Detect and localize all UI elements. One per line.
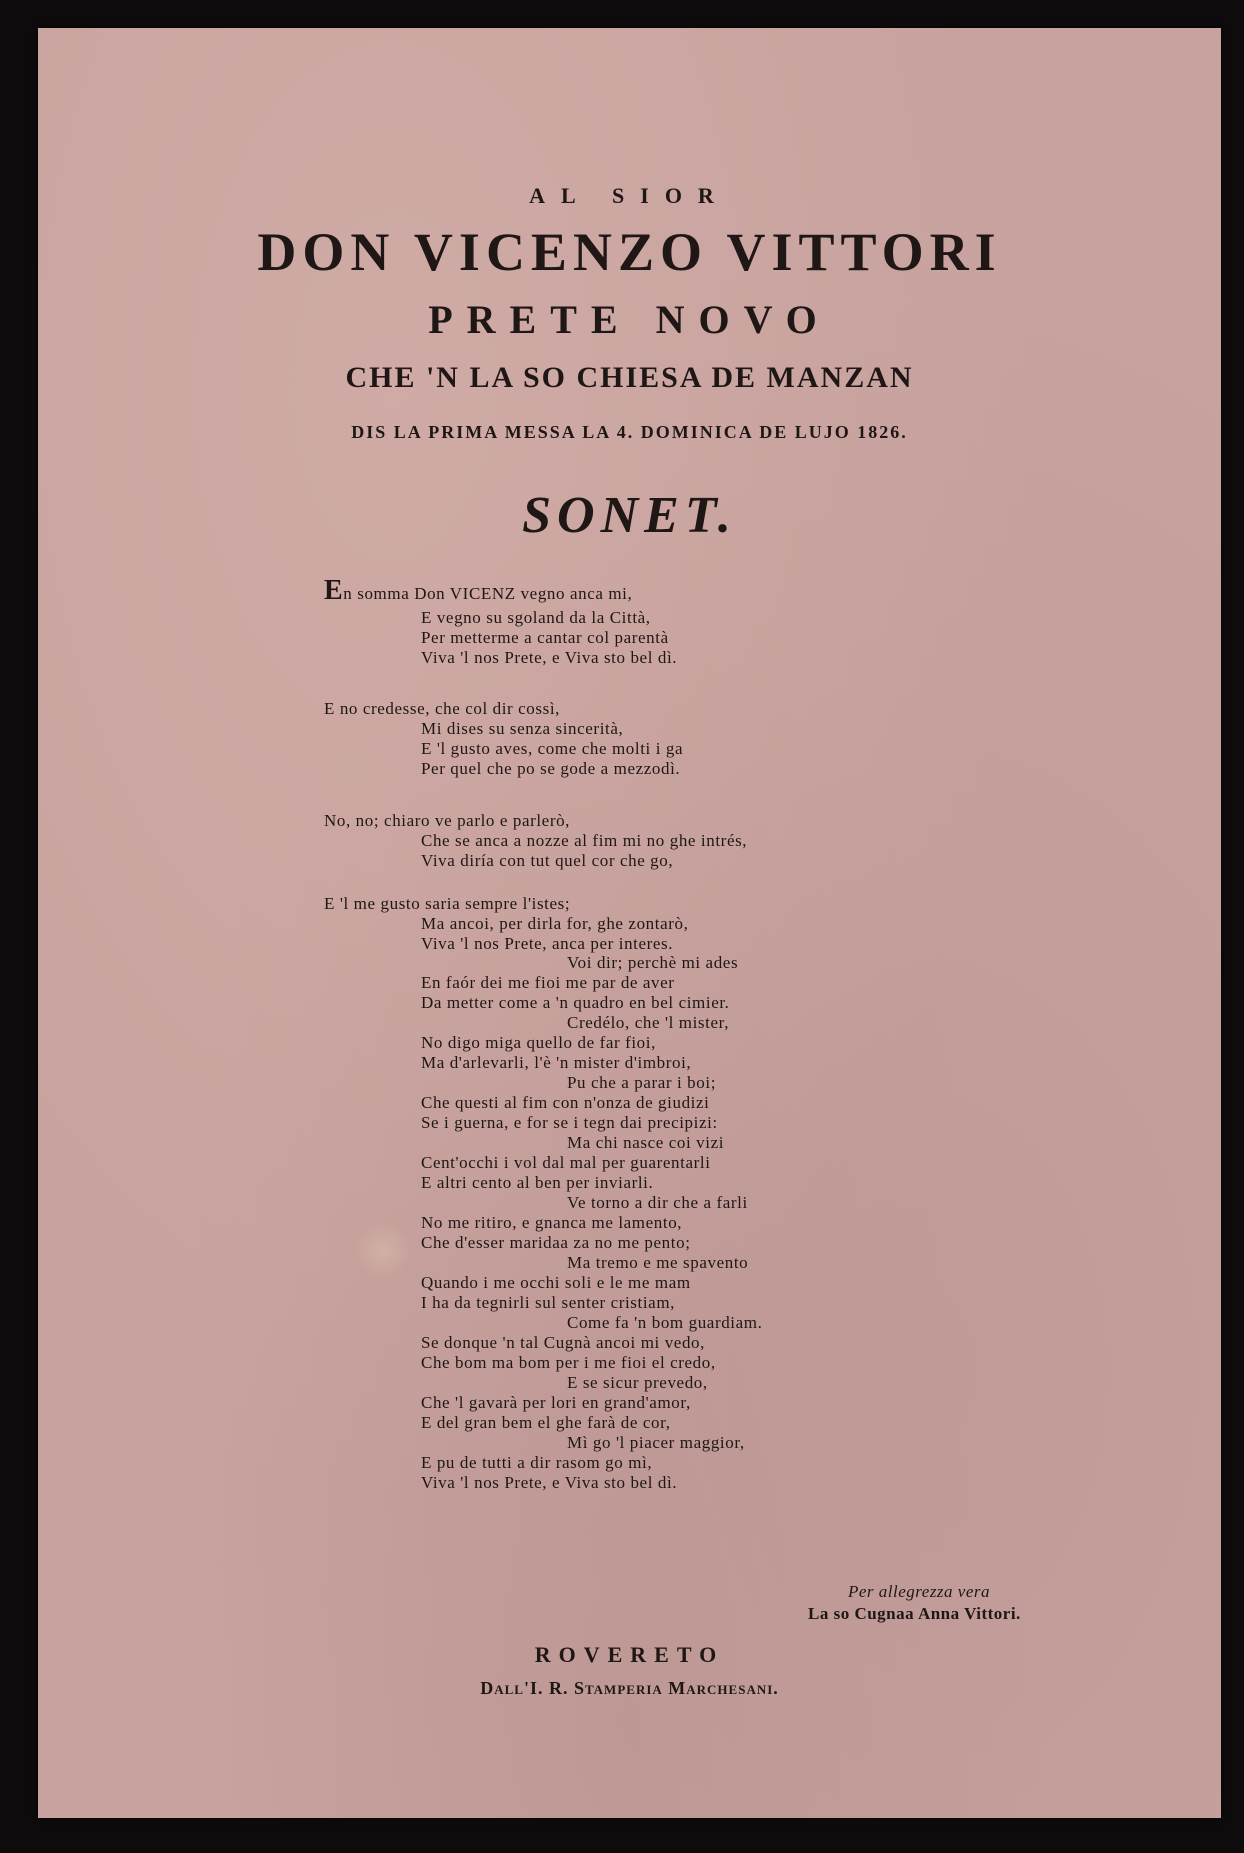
imprint-city: ROVERETO bbox=[534, 1642, 725, 1667]
poem-line: Per metterme a cantar col parentà bbox=[421, 628, 669, 647]
poem-line: Credélo, che 'l mister, bbox=[567, 1013, 730, 1032]
poem-line: E 'l gusto aves, come che molti i ga bbox=[421, 739, 684, 758]
dedicatee-name: DON VICENZO VITTORI bbox=[257, 222, 1002, 282]
poem-line: Che se anca a nozze al fim mi no ghe intrés, bbox=[421, 831, 748, 850]
poem-line: Che bom ma bom per i me fioi el credo, bbox=[421, 1353, 716, 1372]
occasion-line: DIS LA PRIMA MESSA LA 4. DOMINICA DE LUJO 1826. bbox=[351, 422, 908, 442]
poem-line: E no credesse, che col dir cossì, bbox=[324, 699, 561, 718]
poem-line: Pu che a parar i boi; bbox=[567, 1073, 717, 1092]
poem-line: Quando i me occhi soli e le me mam bbox=[421, 1273, 691, 1292]
poem-line: Se donque 'n tal Cugnà ancoi mi vedo, bbox=[421, 1333, 705, 1352]
poem-line: Viva 'l nos Prete, e Viva sto bel dì. bbox=[421, 1473, 678, 1492]
poem-line: En faór dei me fioi me par de aver bbox=[421, 973, 675, 992]
poem-line: Viva 'l nos Prete, anca per interes. bbox=[421, 934, 674, 953]
poem-line: Per quel che po se gode a mezzodì. bbox=[421, 759, 681, 778]
poem-line: E pu de tutti a dir rasom go mì, bbox=[421, 1453, 653, 1472]
poem-line: Ma d'arlevarli, l'è 'n mister d'imbroi, bbox=[421, 1053, 692, 1072]
imprint-printer: Dall'I. R. Stamperia Marchesani. bbox=[480, 1678, 779, 1698]
poem-line: Ma ancoi, per dirla for, ghe zontarò, bbox=[421, 914, 689, 933]
poem-line: Come fa 'n bom guardiam. bbox=[567, 1313, 763, 1332]
poem-line: E vegno su sgoland da la Città, bbox=[421, 608, 651, 627]
signature-name: La so Cugnaa Anna Vittori. bbox=[808, 1604, 1021, 1623]
poem-line: Cent'occhi i vol dal mal per guarentarli bbox=[421, 1153, 711, 1172]
dedication-line: AL SIOR bbox=[529, 183, 730, 208]
poem-line: Ve torno a dir che a farli bbox=[567, 1193, 748, 1212]
poem-line: Ma chi nasce coi vizi bbox=[567, 1133, 725, 1152]
poem-line: Che d'esser maridaa za no me pento; bbox=[421, 1233, 691, 1252]
poem-line: E 'l me gusto saria sempre l'istes; bbox=[324, 894, 571, 913]
poem-line: Ma tremo e me spavento bbox=[567, 1253, 749, 1272]
poem-line: Che 'l gavarà per lori en grand'amor, bbox=[421, 1393, 691, 1412]
poem-line: E se sicur prevedo, bbox=[567, 1373, 708, 1392]
poem-line: Mi dises su senza sincerità, bbox=[421, 719, 624, 738]
poem-line: No, no; chiaro ve parlo e parlerò, bbox=[324, 811, 571, 830]
church-line: CHE 'N LA SO CHIESA DE MANZAN bbox=[345, 361, 914, 394]
poem-line: Viva diría con tut quel cor che go, bbox=[421, 851, 674, 870]
dedicatee-role: PRETE NOVO bbox=[428, 297, 831, 342]
poem-line: No me ritiro, e gnanca me lamento, bbox=[421, 1213, 683, 1232]
poem-line: Se i guerna, e for se i tegn dai precipizi: bbox=[421, 1113, 718, 1132]
poem-line: E altri cento al ben per inviarli. bbox=[421, 1173, 654, 1192]
signature-motto: Per allegrezza vera bbox=[848, 1582, 991, 1601]
poem-line: Mì go 'l piacer maggior, bbox=[567, 1433, 745, 1452]
poem-line: I ha da tegnirli sul senter cristiam, bbox=[421, 1293, 675, 1312]
poem-body bbox=[38, 28, 1221, 1818]
poem-line: E del gran bem el ghe farà de cor, bbox=[421, 1413, 671, 1432]
poem-line: Viva 'l nos Prete, e Viva sto bel dì. bbox=[421, 648, 678, 667]
poem-line: Da metter come a 'n quadro en bel cimier. bbox=[421, 993, 730, 1012]
broadside-sheet bbox=[38, 28, 1221, 1818]
poem-line: Voi dir; perchè mi ades bbox=[567, 953, 739, 972]
poem-line: No digo miga quello de far fioi, bbox=[421, 1033, 656, 1052]
poem-line: En somma Don VICENZ vegno anca mi, bbox=[324, 575, 633, 606]
poem-line: Che questi al fim con n'onza de giudizi bbox=[421, 1093, 710, 1112]
poem-heading: SONET. bbox=[522, 487, 737, 544]
